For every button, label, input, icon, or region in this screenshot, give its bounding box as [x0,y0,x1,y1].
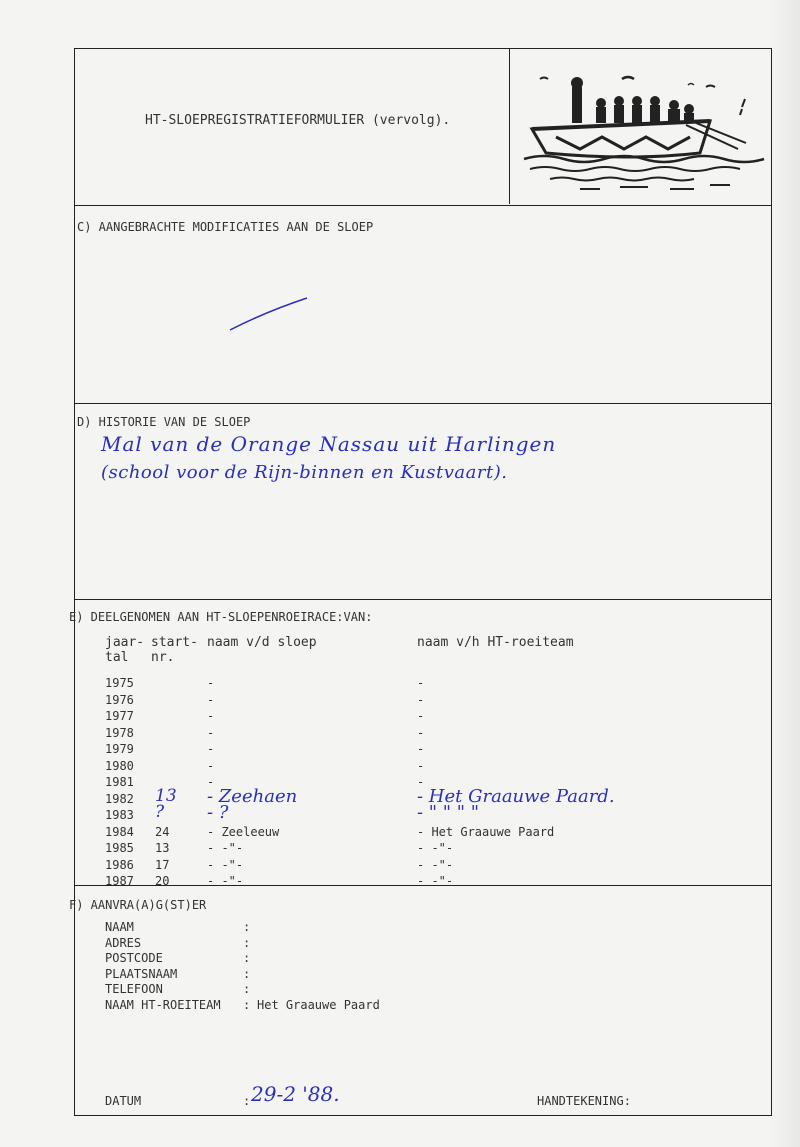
table-cell-sloep: - [207,725,215,740]
table-cell-year: 1979 [105,742,134,756]
section-e-heading: E) DEELGENOMEN AAN HT-SLOEPENROEIRACE:VAN: [69,610,373,624]
col-header-tal: tal [105,650,129,665]
section-e-deelname [69,600,771,888]
table-cell-team: - [417,775,425,789]
applicant-field-label: TELEFOON [105,982,163,996]
table-cell-team: - [417,709,425,723]
table-cell-sloep: - [207,742,215,756]
table-cell-year: 1975 [105,676,134,690]
col-header-naam-sloep: naam v/d sloep [207,635,317,650]
table-cell-sloep: - [207,692,215,707]
datum-value: 29-2 '88. [251,1082,340,1106]
table-cell-sloep: - Zeehaen [207,785,298,807]
datum-label: DATUM [105,1094,142,1108]
applicant-field-label: NAAM [105,920,134,934]
col-header-start: start- [151,635,198,650]
table-cell-team: - [417,676,425,690]
table-cell-year: 1983 [105,808,134,822]
section-d-historie [75,404,771,600]
strike-line-mark [225,294,315,334]
applicant-field-label: POSTCODE [105,951,163,965]
applicant-field-sep: : [243,920,251,934]
applicant-field-sep: : [243,951,251,965]
table-cell-year: 1982 [105,791,134,806]
section-c-heading: C) AANGEBRACHTE MODIFICATIES AAN DE SLOEP [77,220,374,234]
applicant-field-sep: : [243,982,251,996]
applicant-field-label: PLAATSNAAM [105,966,178,981]
logo-box [509,49,772,204]
table-cell-year: 1980 [105,758,134,773]
table-cell-sloep: - [207,676,215,690]
page-edge-shadow [770,0,800,1147]
table-cell-sloep: - -"- [207,874,244,888]
datum-separator: : [243,1094,251,1108]
history-handwritten-line-2: (school voor de Rijn-binnen en Kustvaart). [101,462,508,483]
table-cell-nr: 13 [155,841,170,855]
section-f-heading: F) AANVRA(A)G(ST)ER [69,898,207,912]
table-cell-nr: 17 [155,857,170,872]
applicant-field-sep: : [243,997,251,1012]
table-cell-team: - Het Graauwe Paard [417,824,555,839]
signature-label: HANDTEKENING: [537,1094,631,1108]
table-cell-team: - Het Graauwe Paard. [417,785,615,807]
table-cell-nr: 20 [155,874,170,888]
table-cell-year: 1984 [105,824,134,839]
section-c-modificaties [75,206,771,404]
applicant-field-label: ADRES [105,935,142,950]
table-cell-year: 1976 [105,692,134,707]
table-cell-team: - [417,742,425,756]
table-cell-year: 1987 [105,874,134,888]
table-cell-sloep: - [207,758,215,773]
applicant-field-sep: : [243,966,251,981]
table-cell-sloep: - [207,709,215,723]
table-cell-team: - [417,692,425,707]
table-cell-sloep: - [207,775,215,789]
table-cell-nr: 24 [155,824,170,839]
table-cell-nr: 13 [155,785,177,806]
applicant-field-sep: : [243,935,251,950]
col-header-naam-team: naam v/h HT-roeiteam [417,635,574,650]
table-cell-year: 1977 [105,709,134,723]
applicant-field-label: NAAM HT-ROEITEAM [105,997,221,1012]
table-cell-team: - -"- [417,841,454,855]
table-cell-sloep: - -"- [207,841,244,855]
table-cell-sloep: - ? [207,802,229,823]
form-title: HT-SLOEPREGISTRATIEFORMULIER (vervolg). [145,113,451,128]
table-cell-team: - -"- [417,874,454,888]
table-cell-year: 1978 [105,725,134,740]
table-cell-year: 1986 [105,857,134,872]
history-handwritten-line-1: Mal van de Orange Nassau uit Harlingen [101,432,557,456]
table-cell-year: 1981 [105,775,134,789]
col-header-jaar: jaar- [105,635,145,650]
col-header-nr: nr. [151,650,175,665]
section-d-heading: D) HISTORIE VAN DE SLOEP [77,415,251,429]
registration-form [69,48,772,1116]
table-cell-team: - " " " " [417,802,480,823]
table-cell-team: - [417,725,425,740]
table-cell-team: - [417,758,425,773]
section-f-aanvrager [69,886,771,1115]
table-cell-sloep: - Zeeleeuw [207,824,280,839]
table-cell-year: 1985 [105,841,134,855]
header-section [75,49,771,206]
rowing-boat-logo-icon [510,49,772,204]
applicant-field-value: Het Graauwe Paard [257,997,380,1012]
table-cell-team: - -"- [417,857,454,872]
table-cell-sloep: - -"- [207,857,244,872]
table-cell-nr: ? [155,802,165,822]
